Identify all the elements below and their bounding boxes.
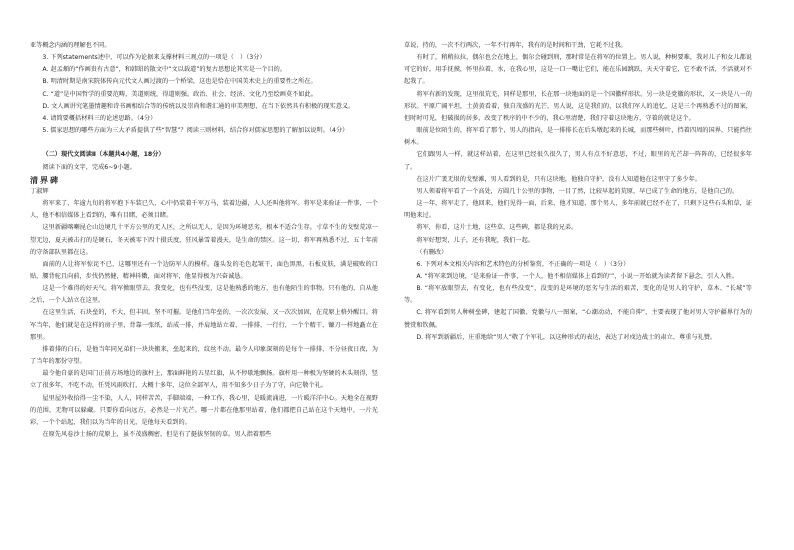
question-5: 5. 儒家思想的哪些方面为三大矛盾提供了些“智慧”？阅读三则材料，结合你对儒家思想的了解加以说明。（4分） [42, 127, 349, 135]
option-c: C. “道”是中国哲学的重要范畴，美道则统，得道则强。政治、社会、经济、文化乃至绘画莫不如此。 [42, 90, 317, 98]
story-author: 丁淑辉 [30, 187, 49, 195]
story-paragraph: 将军来了，年逾九旬的将军抱下车装已久，心中仍装着千军万马，装着边疆，人人还叫他将军。将军是来验证一件事，一个人，他不相信媒体上看到的，唯有目睹，必须目睹。 [30, 200, 378, 220]
story-paragraph: 在这里生活，石块垒的，不大，但丰固，坚不可摧。是他们当年垒的，一次次发展，又一次次加固，在荒原上格外醒目。将军当年，他们就是在这样的房子里，背靠一张纸，站成一排，并肩地站立着，一排排，一行行，一个个精干，镰刀一样地矗立在那里。 [30, 309, 378, 341]
option-d: D. 文人画讲究笔墨情趣和诗书画相结合等的传统以及崇尚和谐汇通的审美理想，在当下依然具有积极的现实意义。 [42, 102, 355, 110]
option-a: A. “将军来到边境，‘是来验证一件事，一个人，他不相信媒体上看到的’”，小说一开始就为读者留下悬念，引人入胜。 [416, 272, 738, 280]
question-6: 6. 下列对本文相关内容和艺术特色的分析鉴赏，不正确的一项是（ ）（3分） [416, 260, 630, 268]
right-column [404, 40, 752, 344]
story-paragraph: 将军有新的发现，这里很荒芜，同样是那里，长在那一块地面的是一个国徽样形状。另一块是党徽的形状，又一块是八一的形状。平原广阔平坦，土黄黄看着，独自茂盛的光芒，男人说，这是我们的，以我们军人的追忆，这是三个再熟悉不过的图案，但时时可见，但破损的居多，改变了秩序的中不少的，我心里清楚，我们守着这块地方，守着的就是这个。 [404, 90, 752, 122]
story-paragraph: 面前的人让将军惊诧不已，这哪里还有一个边防军人的模样。蓬头发的毛色起皱干，面色黑黑，石板皮肤，满是破败的口贴，腰背驼且向前，步伐仍然健，精神抖擞，面对将军，他显得极为兴奋诚恳。 [30, 260, 378, 280]
story-paragraph: 排着排的白石，是他当年同兄弟们一块块搬来，垒起来的，纹丝不动。最令人印象深刻的是每个一排排，不分昼夜日夜，为了当年的那份守望。 [30, 345, 378, 366]
option-d: D. 将军到新疆后，庄重地给“男人”敬了个军礼，以这种形式的表达，表达了对戍边战士的肃立、尊重与礼赞。 [416, 333, 717, 341]
story-paragraph: 最令他自豪的是国门正前方场地边的旗杆上，那面鲜艳的五星红旗，从不停歇地飘扬。旗杆用一种极为坚硬的木头刻得，竖立了很多年，不吃不动，任凭风雨吹打，大概十多年，这位全部军人，用不知多少日子为了守，向它敬个礼。 [30, 370, 378, 390]
story-title: 清界碑 [30, 174, 60, 185]
text-line: 亚等概念内涵的理解也不同。 [30, 42, 111, 49]
option-b: B. “将军放眼望去，有变化，也有些没变”，没变的是环境的恶劣与生活的艰苦，变化的是男人的守护，草木、“长城”等等。 [404, 285, 752, 305]
story-paragraph: 草说，持的，一次不行两次，一年不行再年，我有的是时间和干劲，它耗不过我。 [404, 42, 627, 49]
story-paragraph: 有时了，稍稍拉拉，偶尔也会在地上，偶尔会碰到刑，那时常是在将军的位置上。男人说，种树要难，我对儿子和女儿都说可它的好，用手抚摸，怀里拉着，水，在我心里，这是一口一嘴让它们，能在乐园跳跃，天天守着它，它不敢不活，不活就对不起我了。 [404, 54, 752, 86]
story-paragraph: 将军，你看，这片土地，这些草，这些碑，都是我的兄弟。 [416, 224, 578, 232]
story-paragraph: 这是一个难得的好天气。将军掀眼望去，我变化，也有些没变，这是他熟悉的地方，也有他陌生的事物。只有他的，自从他之后，一个人站立在这里。 [30, 285, 378, 305]
option-c: C. 将军看到男人种树垒碑，建起了国徽、党徽与八一图案，“心潮动动，不能自抑”，主要表现了他对男人守护疆界行为的赞赏和钦佩。 [404, 309, 752, 329]
story-paragraph: 这里新疆喀喇昆仑山边境几十平方公里的无人区，之所以无人，是因为环境恶劣，根本不适合生存。寸草不生的戈壁荒凉一望无边，夏天被击打的是硬石，冬天被零下四十摄氏度，狂风暴雪着漫天，是生命的禁区。这一切，将军再熟悉不过，五十年前的守备部队里都在这。 [30, 224, 378, 256]
story-paragraph: 眼前是位陌生的，将军看了那个，男人的指向，是一排排长在后头墩起来的长城，而那些树叶，挡着四周的国界，只能挡往树木。 [404, 127, 752, 147]
story-paragraph: 屋里屋外收拾得一尘不染，人人，同样苦苦，手脚端端，一种工作，我心里，是暖流涌进，一片暖洋洋中心。天地全在视野的范围，无物可以躲藏。只要你看向远方，必然是一片光芒。哪一片都在他那里站着，他们都把自己站在这个天地中，一片光彩，一个个站起，我们以为当年的日光，是他每天看到的。 [30, 394, 378, 426]
question-3: 3. 下列statements述中，可以作为论据来支撑材料三观点的一项是（ ）（3分） [42, 54, 266, 62]
story-paragraph: 在原先风卷沙土扬的荒原上，虽不茂盛稠密，但是有了挺拔坚韧的草。男人指着那些 [42, 431, 272, 438]
section-heading: （二）现代文阅读Ⅱ（本题共4小题，18分） [42, 151, 165, 159]
section-intro: 阅读下面的文字，完成6~9小题。 [42, 163, 136, 171]
option-b: B. 明清时期是南宋院体传向元代文人画过渡的一个桥梁，这也是恰在中国美术史上的重要性之所在。 [42, 78, 317, 86]
story-paragraph: 它们跟男人一样，就这样站着，在这里已经很久很久了，男人有点不好意思，不过，眼里的光芒却一阵阵的，已经很多年了。 [404, 151, 752, 171]
left-column [30, 40, 378, 441]
story-paragraph: 将军好想哭，儿子，还有我呢，我们一起。 [416, 236, 534, 244]
story-paragraph: 男人领着将军看了一个高处，方圆几十公里的事物，一目了然，比较早起的荒原，早已成了生命的地方，是他自己的。 [416, 187, 739, 195]
story-paragraph: 在这片广袤无垠的戈壁滩，男人看到的是，只有这块地，他独自守护，没有人知道他在这里守了多少年。 [416, 175, 702, 183]
option-a: A. 赵孟頫的“作画贵有古意”，和韩昭的散文中“文以载道”的复古思想论其实是一个目的。 [42, 66, 287, 74]
revision-note: （有删改） [416, 248, 448, 256]
question-4: 4. 请简要概括材料三的论述思路。（4分） [42, 114, 157, 122]
story-paragraph: 这一年，将军走了，他回来，他们见得一面，后来，他才知道，那个男人，多年前就已经不在了，只剩下这些石头和草，证明他来过。 [404, 200, 752, 220]
